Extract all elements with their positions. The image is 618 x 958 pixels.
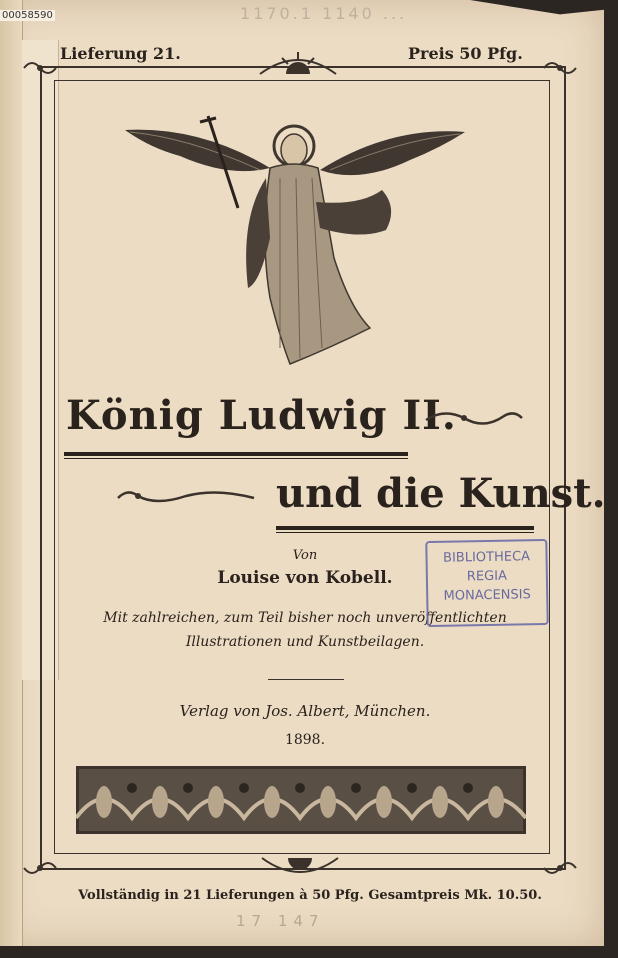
title-line-2: und die Kunst. [276,470,606,517]
issue-number: Lieferung 21. [60,44,181,63]
angel-illustration [120,108,470,373]
stamp-line-1: BIBLIOTHECA [442,549,531,566]
title-line-1: König Ludwig II. [66,392,457,439]
corner-ornament-icon [542,856,578,880]
title-rule-thin [64,458,408,459]
corner-ornament-icon [542,56,578,80]
subtitle-line-1: Mit zahlreichen, zum Teil bisher noch unveröffentlichten [103,610,507,626]
publication-year: 1898. [284,732,326,748]
flourish-ornament-icon [116,484,256,510]
torn-corner [470,0,618,24]
title-rule-thick [276,526,534,530]
subtitle-line-2: Illustrationen und Kunstbeilagen. [185,634,425,650]
scan-id-label: 00058590 [2,10,53,21]
price-label: Preis 50 Pfg. [408,44,523,63]
spine-edge [0,0,23,946]
stamp-line-3: MONACENSIS [443,587,531,604]
sunburst-ornament-icon [256,50,340,78]
title-rule-thick [64,452,408,456]
flourish-ornament-icon [424,404,524,434]
footer-price-line: Vollständig in 21 Lieferungen à 50 Pfg. Gesamtpreis Mk. 10.50. [78,888,542,903]
library-stamp [425,539,548,627]
corner-ornament-icon [22,856,58,880]
divider-rule [268,679,344,680]
publisher-line: Verlag von Jos. Albert, München. [179,702,431,720]
stamp-line-2: REGIA [466,568,508,585]
author-name: Louise von Kobell. [217,568,393,588]
title-rule-thin [276,532,534,533]
byline-von: Von [292,548,318,563]
corner-ornament-icon [22,56,58,80]
pencil-note-bottom: 17 147 [236,912,325,930]
acanthus-frieze-illustration [76,766,526,834]
sunburst-ornament-icon [258,856,342,880]
pencil-note-top: 1170.1 1140 ... [240,4,408,23]
